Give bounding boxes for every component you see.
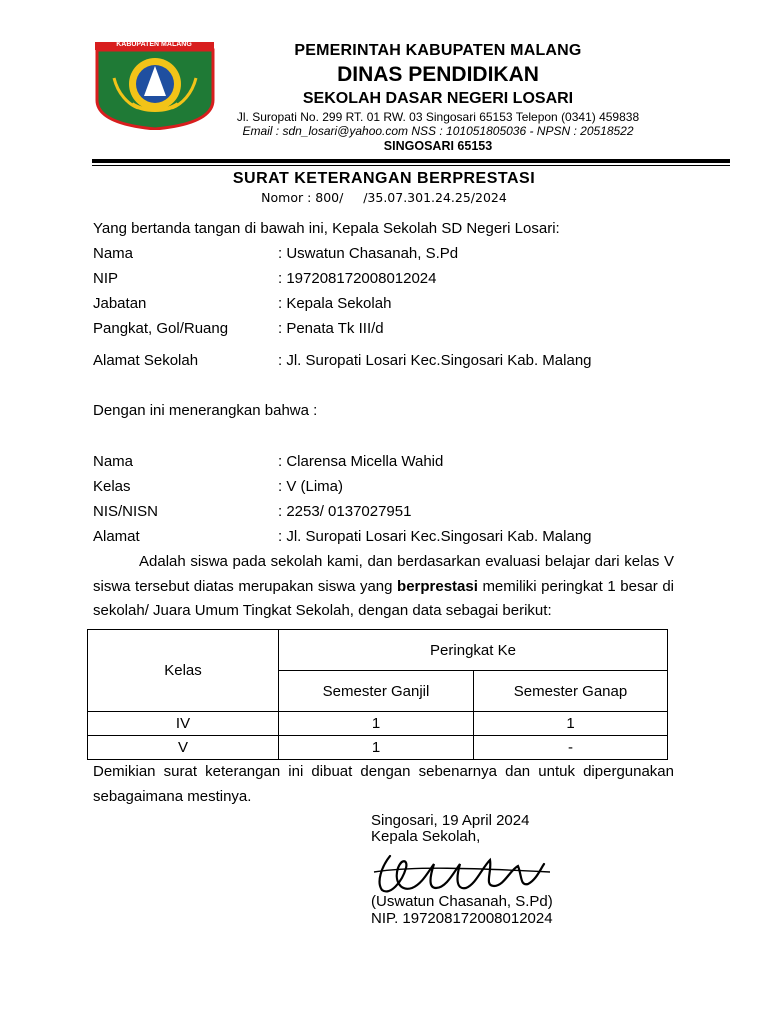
signer-title: Kepala Sekolah, <box>371 828 481 845</box>
header-peringkat: Peringkat Ke <box>279 630 668 671</box>
document-title-block <box>0 168 768 206</box>
signer-nip: : 197208172008012024 <box>278 270 437 287</box>
student-name: : Clarensa Micella Wahid <box>278 453 444 470</box>
statement-text: Dengan ini menerangkan bahwa : <box>93 402 318 419</box>
student-id: : 2253/ 0137027951 <box>278 503 412 520</box>
body-text-1: Adalah siswa pada sekolah kami, dan berdasarkan evaluasi belajar dari kelas V siswa tersebut diatas merupakan siswa yang <box>93 553 674 595</box>
student-class: : V (Lima) <box>278 478 344 495</box>
school-address-value: : Jl. Suropati Losari Kec.Singosari Kab. Malang <box>278 352 592 369</box>
closing-paragraph: Demikian surat keterangan ini dibuat dengan sebenarnya dan untuk dipergunakan sebagaimana mestinya. <box>93 763 674 805</box>
intro-text: Yang bertanda tangan di bawah ini, Kepala Sekolah SD Negeri Losari: <box>93 220 560 237</box>
row-kelas: V <box>88 736 279 760</box>
signer-name-label: Nama <box>93 245 134 262</box>
document-title: SURAT KETERANGAN BERPRESTASI <box>232 170 536 187</box>
body-paragraph <box>93 550 674 624</box>
place-date: Singosari, 19 April 2024 <box>371 812 530 829</box>
header-semester-ganap: Semester Ganap <box>474 671 668 712</box>
row-ganap: - <box>474 736 668 760</box>
student-address: : Jl. Suropati Losari Kec.Singosari Kab. Malang <box>278 528 592 545</box>
signer-nip-footer: NIP. 197208172008012024 <box>371 910 553 927</box>
header-divider <box>92 159 730 163</box>
school-name: SEKOLAH DASAR NEGERI LOSARI <box>302 90 574 107</box>
row-ganap: 1 <box>474 712 668 736</box>
letterhead <box>188 40 688 155</box>
table-row <box>88 712 668 736</box>
school-contact: Email : sdn_losari@yahoo.com NSS : 101051805036 - NPSN : 20518522 <box>242 124 634 138</box>
student-id-label: NIS/NISN <box>93 503 159 520</box>
ranking-table <box>87 629 668 760</box>
signer-position-label: Jabatan <box>93 295 147 312</box>
document-number: Nomor : 800/ /35.07.301.24.25/2024 <box>261 190 507 205</box>
logo-text: KABUPATEN MALANG <box>116 41 192 48</box>
student-name-label: Nama <box>93 453 134 470</box>
signer-rank-label: Pangkat, Gol/Ruang <box>93 320 229 337</box>
school-address: Jl. Suropati No. 299 RT. 01 RW. 03 Singosari 65153 Telepon (0341) 459838 <box>236 110 640 124</box>
body-text-2: memiliki peringkat 1 besar di sekolah/ Juara Umum Tingkat Sekolah, dengan data sebagai berikut: <box>93 577 674 619</box>
gov-name: PEMERINTAH KABUPATEN MALANG <box>294 42 582 59</box>
header-semester-ganjil: Semester Ganjil <box>279 671 474 712</box>
row-ganjil: 1 <box>279 712 474 736</box>
school-address-label: Alamat Sekolah <box>93 352 199 369</box>
row-ganjil: 1 <box>279 736 474 760</box>
student-class-label: Kelas <box>93 478 131 495</box>
dept-name: DINAS PENDIDIKAN <box>337 63 539 86</box>
signer-name: : Uswatun Chasanah, S.Pd <box>278 245 459 262</box>
signer-nip-label: NIP <box>93 270 119 287</box>
table-row <box>88 736 668 760</box>
signer-full-name: (Uswatun Chasanah, S.Pd) <box>371 893 553 910</box>
row-kelas: IV <box>88 712 279 736</box>
school-city: SINGOSARI 65153 <box>383 139 493 153</box>
signer-rank: : Penata Tk III/d <box>278 320 384 337</box>
student-address-label: Alamat <box>93 528 140 545</box>
header-kelas: Kelas <box>88 630 279 712</box>
body-bold: berprestasi <box>397 577 478 595</box>
signer-position: : Kepala Sekolah <box>278 295 392 312</box>
header-divider-thin <box>92 165 730 166</box>
